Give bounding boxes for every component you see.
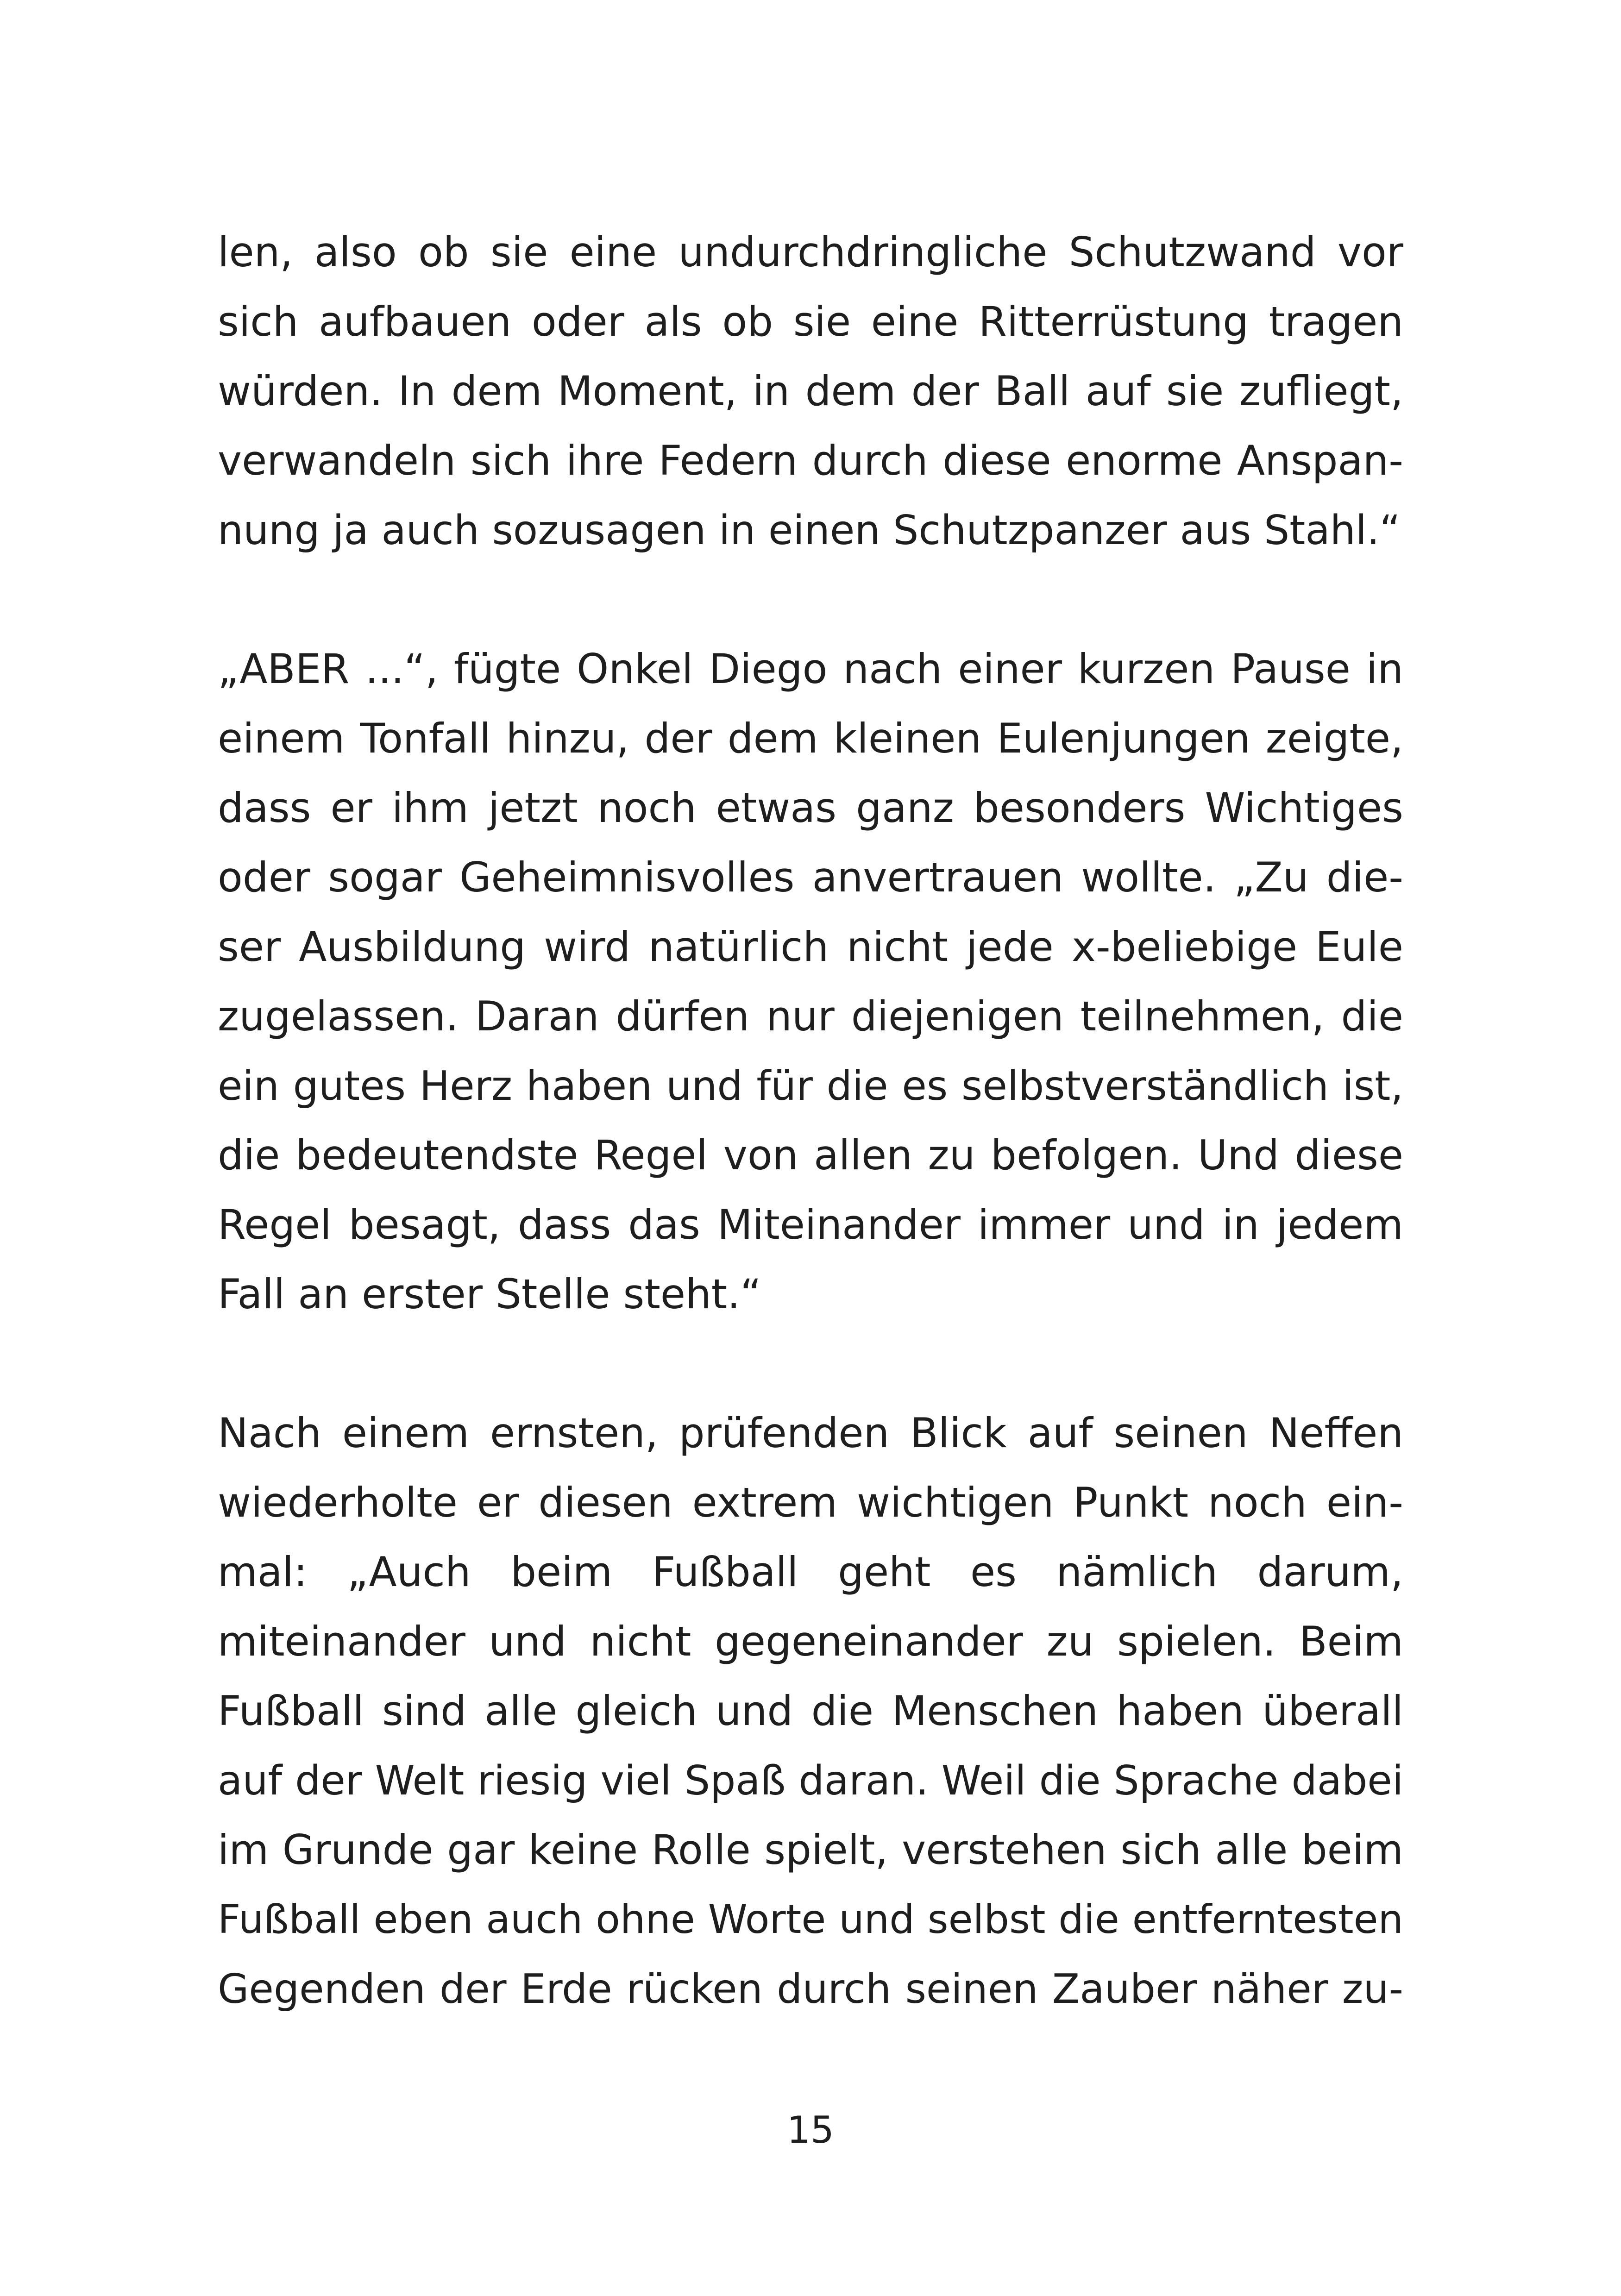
paragraph-1 [218, 218, 1403, 565]
text-line: „ABER ...“, fügte Onkel Diego nach einer kurzen Pause in [218, 645, 1403, 693]
text-line: oder sogar Geheimnisvolles anvertrauen wollte. „Zu die- [218, 853, 1403, 901]
text-line: ser Ausbildung wird natürlich nicht jede x-beliebige Eule [218, 923, 1403, 971]
text-line: wiederholte er diesen extrem wichtigen Punkt noch ein- [218, 1479, 1403, 1526]
text-line: ein gutes Herz haben und für die es selbstverständlich ist, [218, 1062, 1403, 1110]
text-line: Fall an erster Stelle steht.“ [218, 1270, 761, 1318]
page-number: 15 [787, 2108, 834, 2152]
text-line: zugelassen. Daran dürfen nur diejenigen teilnehmen, die [218, 992, 1403, 1040]
text-line: mal: „Auch beim Fußball geht es nämlich darum, [218, 1548, 1403, 1596]
text-line: miteinander und nicht gegeneinander zu spielen. Beim [218, 1618, 1403, 1665]
text-line: sich aufbauen oder als ob sie eine Ritterrüstung tragen [218, 298, 1403, 345]
text-line: auf der Welt riesig viel Spaß daran. Weil die Sprache dabei [218, 1757, 1403, 1804]
text-line: einem Tonfall hinzu, der dem kleinen Eulenjungen zeigte, [218, 715, 1403, 762]
text-line: Fußball sind alle gleich und die Menschen haben überall [218, 1687, 1403, 1735]
text-line: nung ja auch sozusagen in einen Schutzpanzer aus Stahl.“ [218, 507, 1401, 554]
text-line: würden. In dem Moment, in dem der Ball auf sie zufliegt, [218, 367, 1403, 415]
text-line: Gegenden der Erde rücken durch seinen Zauber näher zu- [218, 1965, 1403, 2013]
text-line: Regel besagt, dass das Miteinander immer und in jedem [218, 1201, 1403, 1248]
text-line: verwandeln sich ihre Federn durch diese enorme Anspan- [218, 437, 1403, 484]
text-line: dass er ihm jetzt noch etwas ganz besonders Wichtiges [218, 784, 1403, 832]
text-line: Fußball eben auch ohne Worte und selbst die entferntesten [218, 1896, 1403, 1943]
text-line: len, also ob sie eine undurchdringliche Schutzwand vor [218, 228, 1403, 276]
body-text [218, 218, 1403, 2093]
paragraph-3 [218, 1399, 1403, 2024]
paragraph-2 [218, 634, 1403, 1329]
text-line: im Grunde gar keine Rolle spielt, verstehen sich alle beim [218, 1826, 1403, 1874]
text-line: die bedeutendste Regel von allen zu befolgen. Und diese [218, 1131, 1403, 1179]
text-line: Nach einem ernsten, prüfenden Blick auf seinen Neffen [218, 1409, 1403, 1457]
